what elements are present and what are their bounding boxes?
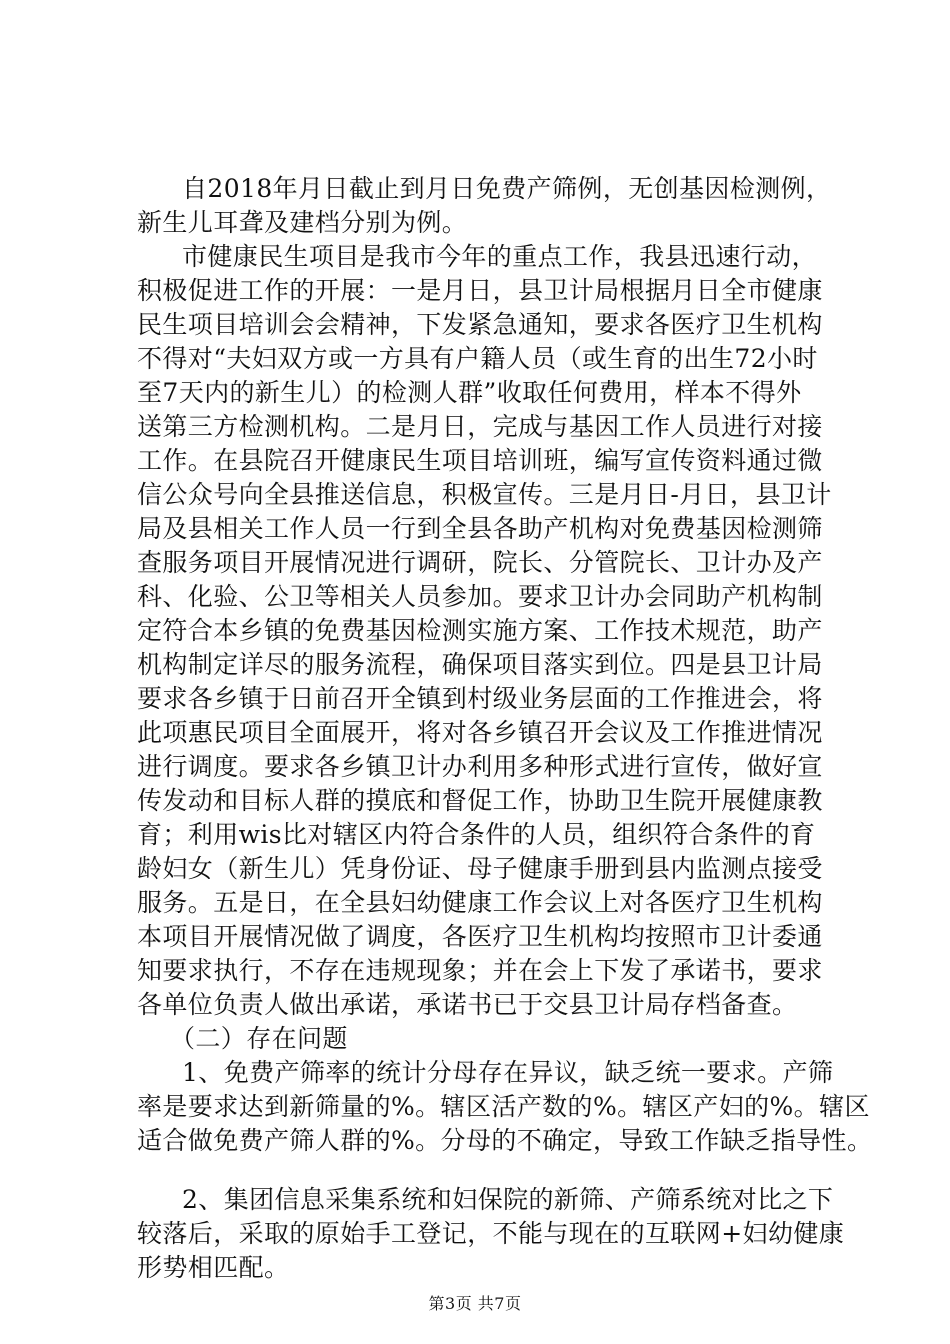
paragraph-4-line-2: 较落后，采取的原始手工登记，不能与现在的互联网+妇幼健康 — [137, 1219, 845, 1248]
paragraph-2-line-16: 进行调度。要求各乡镇卫计办利用多种形式进行宣传，做好宣 — [137, 752, 823, 781]
paragraph-2-line-17: 传发动和目标人群的摸底和督促工作，协助卫生院开展健康教 — [137, 786, 823, 815]
paragraph-2-line-11: 科、化验、公卫等相关人员参加。要求卫计办会同助产机构制 — [137, 582, 823, 611]
paragraph-2-line-1: 市健康民生项目是我市今年的重点工作，我县迅速行动， — [182, 242, 818, 271]
paragraph-2-line-18: 育；利用wis比对辖区内符合条件的人员，组织符合条件的育 — [137, 820, 816, 849]
paragraph-3-line-2: 率是要求达到新筛量的%。辖区活产数的%。辖区产妇的%。辖区 — [137, 1092, 870, 1121]
paragraph-2-line-14: 要求各乡镇于日前召开全镇到村级业务层面的工作推进会，将 — [137, 684, 823, 713]
page-number-footer: 第3页 共7页 — [428, 1294, 522, 1313]
paragraph-4-line-3: 形势相匹配。 — [137, 1253, 290, 1282]
paragraph-2-line-6: 送第三方检测机构。二是月日，完成与基因工作人员进行对接 — [137, 412, 823, 441]
paragraph-2-line-5: 至7天内的新生儿）的检测人群”收取任何费用，样本不得外 — [137, 378, 802, 407]
paragraph-2-line-4: 不得对“夫妇双方或一方具有户籍人员（或生育的出生72小时 — [137, 344, 818, 373]
paragraph-2-line-2: 积极促进工作的开展：一是月日，县卫计局根据月日全市健康 — [137, 276, 823, 305]
paragraph-1-line-1: 自2018年月日截止到月日免费产筛例，无创基因检测例， — [182, 174, 832, 203]
paragraph-2-line-20: 服务。五是日，在全县妇幼健康工作会议上对各医疗卫生机构 — [137, 888, 823, 917]
paragraph-2-line-8: 信公众号向全县推送信息，积极宣传。三是月日-月日，县卫计 — [137, 480, 832, 509]
paragraph-2-line-9: 局及县相关工作人员一行到全县各助产机构对免费基因检测筛 — [137, 514, 823, 543]
paragraph-4-line-1: 2、集团信息采集系统和妇保院的新筛、产筛系统对比之下 — [182, 1185, 834, 1214]
paragraph-2-line-15: 此项惠民项目全面展开，将对各乡镇召开会议及工作推进情况 — [137, 718, 823, 747]
section-heading: （二）存在问题 — [170, 1024, 348, 1053]
paragraph-2-line-22: 知要求执行，不存在违规现象；并在会上下发了承诺书，要求 — [137, 956, 823, 985]
paragraph-2-line-13: 机构制定详尽的服务流程，确保项目落实到位。四是县卫计局 — [137, 650, 823, 679]
paragraph-2-line-3: 民生项目培训会会精神，下发紧急通知，要求各医疗卫生机构 — [137, 310, 823, 339]
paragraph-2-line-21: 本项目开展情况做了调度，各医疗卫生机构均按照市卫计委通 — [137, 922, 823, 951]
paragraph-3-line-1: 1、免费产筛率的统计分母存在异议，缺乏统一要求。产筛 — [182, 1058, 834, 1087]
paragraph-2-line-10: 查服务项目开展情况进行调研，院长、分管院长、卫计办及产 — [137, 548, 823, 577]
paragraph-1-line-2: 新生儿耳聋及建档分别为例。 — [137, 208, 468, 237]
paragraph-3-line-3: 适合做免费产筛人群的%。分母的不确定，导致工作缺乏指导性。 — [137, 1126, 873, 1155]
paragraph-2-line-12: 定符合本乡镇的免费基因检测实施方案、工作技术规范，助产 — [137, 616, 823, 645]
paragraph-2-line-19: 龄妇女（新生儿）凭身份证、母子健康手册到县内监测点接受 — [137, 854, 823, 883]
paragraph-2-line-23: 各单位负责人做出承诺，承诺书已于交县卫计局存档备查。 — [137, 990, 798, 1019]
paragraph-2-line-7: 工作。在县院召开健康民生项目培训班，编写宣传资料通过微 — [137, 446, 823, 475]
